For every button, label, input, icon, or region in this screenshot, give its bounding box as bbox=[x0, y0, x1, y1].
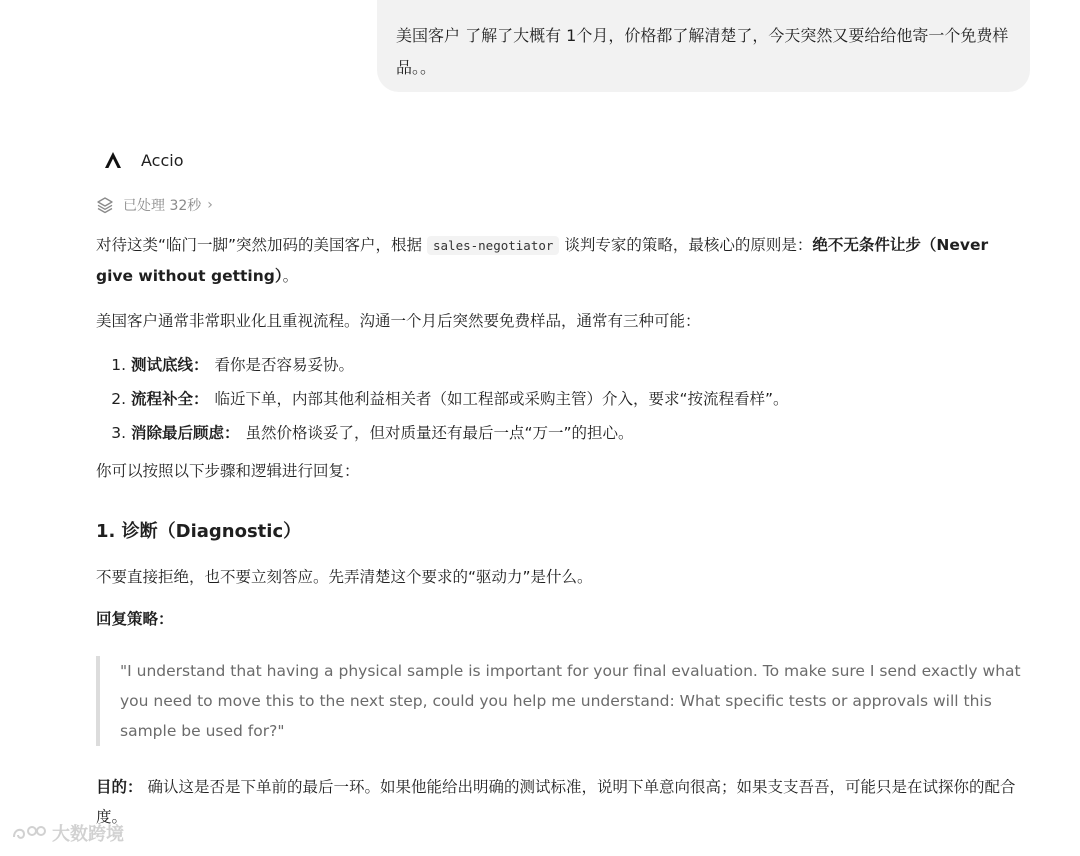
quote-text: "I understand that having a physical sample is important for your final evaluation. To make sure I send exactly what you need to move this to the next step, could you help me understand: What specific tests or approvals will this sample be used for?" bbox=[120, 662, 1021, 740]
section-heading: 1. 诊断（Diagnostic） bbox=[96, 521, 302, 542]
watermark bbox=[10, 820, 124, 846]
watermark-text: 大数跨境 bbox=[52, 824, 124, 845]
purpose-text: 确认这是否是下单前的最后一环。如果他能给出明确的测试标准，说明下单意向很高；如果支支吾吾，可能只是在试探你的配合度。 bbox=[96, 778, 1016, 826]
agent-header bbox=[104, 148, 184, 172]
reasons-list bbox=[96, 348, 789, 450]
agent-name: Accio bbox=[141, 150, 184, 170]
watermark-logo-icon bbox=[10, 822, 48, 844]
list-item bbox=[96, 382, 789, 416]
list-number: 2. bbox=[111, 390, 126, 408]
intro-middle: 谈判专家的策略，最核心的原则是： bbox=[559, 236, 813, 254]
user-message-text: 美国客户 了解了大概有 1个月，价格都了解清楚了，今天突然又要给给他寄一个免费样品。。 bbox=[396, 26, 1009, 77]
intro-paragraph bbox=[96, 230, 1026, 291]
purpose-label: 目的： bbox=[96, 778, 143, 796]
context-paragraph: 美国客户通常非常职业化且重视流程。沟通一个月后突然要免费样品，通常有三种可能： bbox=[96, 312, 701, 330]
chevron-right-icon: › bbox=[207, 197, 213, 213]
user-message-bubble bbox=[377, 0, 1030, 92]
layers-icon bbox=[96, 196, 114, 214]
steps-intro: 你可以按照以下步骤和逻辑进行回复： bbox=[96, 462, 360, 480]
list-term: 消除最后顾虑： bbox=[130, 424, 240, 442]
list-item bbox=[96, 416, 789, 450]
list-number: 1. bbox=[111, 356, 126, 374]
list-term: 流程补全： bbox=[130, 390, 209, 408]
list-term: 测试底线： bbox=[130, 356, 209, 374]
processed-label: 已处理 32秒 bbox=[123, 198, 202, 214]
purpose-paragraph bbox=[96, 772, 1026, 832]
reply-strategy-label: 回复策略： bbox=[96, 610, 174, 628]
reply-quote bbox=[96, 656, 1036, 746]
skill-code: sales-negotiator bbox=[427, 236, 559, 255]
list-desc: 看你是否容易妥协。 bbox=[214, 356, 354, 374]
intro-prefix: 对待这类“临门一脚”突然加码的美国客户，根据 bbox=[96, 236, 427, 254]
core-principle: 绝不无条件让步（Never give without getting） bbox=[96, 236, 989, 285]
list-number: 3. bbox=[111, 424, 126, 442]
processed-toggle[interactable] bbox=[96, 194, 213, 216]
accio-logo-icon bbox=[104, 151, 122, 169]
intro-suffix: 。 bbox=[282, 267, 299, 285]
list-desc: 虽然价格谈妥了，但对质量还有最后一点“万一”的担心。 bbox=[245, 424, 634, 442]
list-item bbox=[96, 348, 789, 382]
list-desc: 临近下单，内部其他利益相关者（如工程部或采购主管）介入，要求“按流程看样”。 bbox=[214, 390, 789, 408]
diagnostic-paragraph: 不要直接拒绝，也不要立刻答应。先弄清楚这个要求的“驱动力”是什么。 bbox=[96, 568, 593, 586]
